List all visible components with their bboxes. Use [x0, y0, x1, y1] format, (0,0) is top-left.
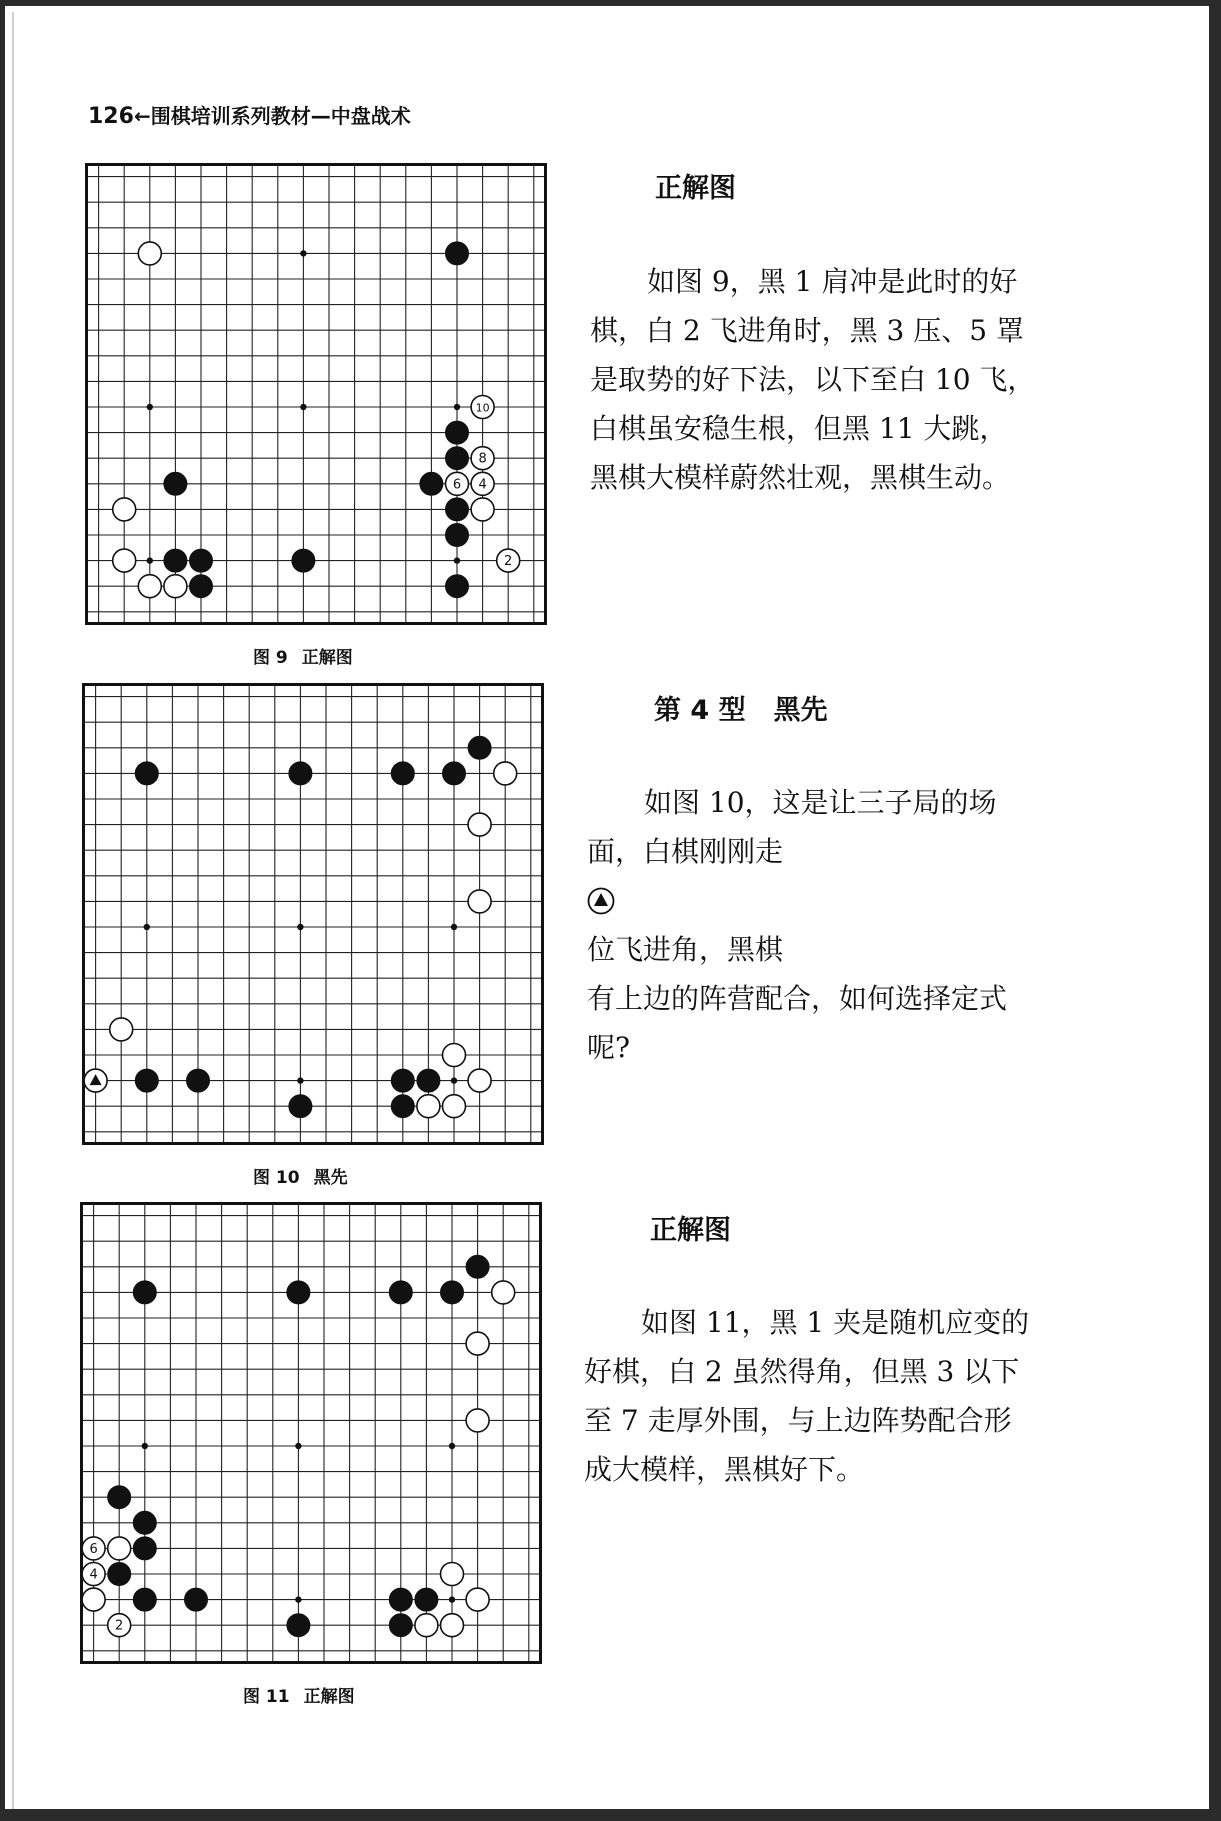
white-stone: [471, 396, 494, 419]
black-stone: [389, 1588, 412, 1611]
black-stone: [133, 1537, 156, 1560]
black-stone: [468, 736, 491, 759]
text-line: 如图 11，黑 1 夹是随机应变的: [641, 1306, 1030, 1339]
text-line: 白棋虽安稳生根，但黑 11 大跳，: [590, 412, 1008, 445]
page-number: 126: [88, 104, 134, 129]
white-stone: [113, 498, 136, 521]
black-stone: [417, 1069, 440, 1092]
text-line: 成大模样，黑棋好下。: [584, 1453, 865, 1486]
move-number: 2: [115, 1618, 124, 1634]
move-number: 10: [475, 401, 490, 415]
star-point: [142, 1443, 148, 1449]
star-point: [295, 1443, 301, 1449]
move-number: 6: [452, 477, 462, 493]
text-line: 是取势的好下法，以下至白 10 飞，: [590, 363, 1036, 396]
white-stone: [466, 1588, 489, 1611]
black-stone: [287, 1281, 310, 1304]
star-point: [297, 924, 303, 930]
black-stone: [446, 524, 469, 547]
figure-caption-9: [253, 643, 353, 668]
caption-number: 图 10: [253, 1168, 300, 1188]
star-point: [147, 404, 153, 410]
paragraph-figure-9: [590, 257, 1090, 502]
black-stone: [185, 1588, 208, 1611]
white-stone: [468, 813, 491, 836]
white-stone: [138, 242, 161, 265]
white-stone: [492, 1281, 515, 1304]
black-stone: [441, 1281, 464, 1304]
white-stone: [446, 472, 469, 495]
white-stone: [494, 762, 517, 785]
text-line: 有上边的阵营配合，如何选择定式: [587, 982, 1008, 1015]
move-number: 8: [478, 451, 487, 467]
black-stone: [446, 575, 469, 598]
star-point: [451, 1077, 457, 1083]
star-point: [449, 1596, 455, 1602]
book-title: 围棋培训系列教材—中盘战术: [150, 104, 411, 128]
black-stone: [164, 549, 187, 572]
text-line: 至 7 走厚外围，与上边阵势配合形: [584, 1404, 1012, 1437]
star-point: [295, 1596, 301, 1602]
board-diagram-11: [80, 1202, 542, 1664]
black-stone: [446, 447, 469, 470]
white-stone: [113, 549, 136, 572]
move-number: 4: [89, 1567, 98, 1583]
black-stone: [287, 1614, 310, 1637]
white-stone: [466, 1332, 489, 1355]
white-stone: [471, 498, 494, 521]
move-number: 4: [478, 477, 487, 493]
white-stone: [471, 447, 494, 470]
white-stone: [441, 1614, 464, 1637]
white-stone: [164, 575, 187, 598]
black-stone: [187, 1069, 210, 1092]
figure-caption-10: [253, 1163, 348, 1188]
text-line: 黑棋大模样蔚然壮观，黑棋生动。: [590, 461, 1011, 494]
text-line: 如图 10，这是让三子局的场: [644, 786, 997, 819]
white-stone: [82, 1588, 105, 1611]
text-line: 呢?: [587, 1031, 631, 1064]
go-board-figure-11: [80, 1202, 542, 1664]
scan-border-bottom: [0, 1809, 1221, 1821]
white-stone: [108, 1614, 131, 1637]
section-title-solution-11: 正解图: [650, 1215, 731, 1246]
scan-border-right: [1209, 0, 1221, 1821]
scan-border-left: [0, 0, 5, 1821]
section-title-solution-9: 正解图: [655, 173, 736, 204]
black-stone: [391, 762, 414, 785]
black-stone: [190, 575, 213, 598]
star-point: [454, 404, 460, 410]
white-stone: [471, 472, 494, 495]
white-stone: [441, 1563, 464, 1586]
type-label: 第 4 型: [654, 695, 746, 726]
star-point: [454, 557, 460, 563]
caption-number: 图 9: [253, 648, 288, 668]
figure-caption-11: [243, 1682, 355, 1707]
white-stone: [110, 1018, 133, 1041]
star-point: [300, 404, 306, 410]
black-stone: [133, 1511, 156, 1534]
black-stone: [389, 1614, 412, 1637]
section-title-type-4: [654, 688, 828, 727]
black-stone: [391, 1069, 414, 1092]
black-stone: [415, 1588, 438, 1611]
black-stone: [446, 498, 469, 521]
black-stone: [289, 1095, 312, 1118]
text-line: 棋，白 2 飞进角时，黑 3 压、5 罩: [590, 314, 1024, 347]
white-stone: [82, 1563, 105, 1586]
paragraph-figure-11: [584, 1298, 1084, 1494]
caption-number: 图 11: [243, 1687, 290, 1707]
black-stone: [466, 1255, 489, 1278]
star-point: [147, 557, 153, 563]
black-stone: [391, 1095, 414, 1118]
black-stone: [133, 1588, 156, 1611]
go-board-figure-9: [85, 163, 547, 625]
black-stone: [446, 421, 469, 444]
black-stone: [190, 549, 213, 572]
white-stone: [108, 1537, 131, 1560]
white-stone: [417, 1095, 440, 1118]
running-head: [88, 100, 411, 129]
white-stone: [443, 1044, 466, 1067]
star-point: [297, 1077, 303, 1083]
black-stone: [446, 242, 469, 265]
caption-name: 正解图: [303, 1687, 355, 1707]
move-number: 2: [504, 554, 513, 570]
black-stone: [135, 1069, 158, 1092]
black-stone: [289, 762, 312, 785]
scan-border-top: [0, 0, 1221, 6]
board-diagram-10: [82, 683, 544, 1145]
white-stone: [497, 549, 520, 572]
star-point: [449, 1443, 455, 1449]
black-stone: [108, 1486, 131, 1509]
white-stone: [415, 1614, 438, 1637]
black-stone: [164, 472, 187, 495]
white-stone: [84, 1069, 107, 1092]
text-line: 好棋，白 2 虽然得角，但黑 3 以下: [584, 1355, 1020, 1388]
black-stone: [133, 1281, 156, 1304]
paragraph-figure-10: [587, 778, 1087, 1072]
board-background: [85, 163, 547, 625]
caption-name: 正解图: [301, 648, 353, 668]
to-play-label: 黑先: [773, 695, 828, 726]
star-point: [451, 924, 457, 930]
board-diagram-9: [85, 163, 547, 625]
black-stone: [420, 472, 443, 495]
text-line: 面，白棋刚刚走 位飞进角，黑棋: [587, 835, 784, 966]
black-stone: [389, 1281, 412, 1304]
black-stone: [443, 762, 466, 785]
black-stone: [108, 1563, 131, 1586]
triangle-marked-stone-icon: [587, 887, 615, 915]
white-stone: [468, 1069, 491, 1092]
black-stone: [292, 549, 315, 572]
white-stone: [138, 575, 161, 598]
arrow-icon: ←: [133, 104, 151, 128]
white-stone: [466, 1409, 489, 1432]
text-line: 如图 9，黑 1 肩冲是此时的好: [647, 265, 1018, 298]
white-stone: [82, 1537, 105, 1560]
black-stone: [135, 762, 158, 785]
caption-name: 黑先: [313, 1168, 348, 1188]
white-stone: [468, 890, 491, 913]
page-edge-rule: [12, 12, 14, 1809]
star-point: [144, 924, 150, 930]
move-number: 6: [89, 1541, 98, 1557]
white-stone: [443, 1095, 466, 1118]
star-point: [300, 250, 306, 256]
go-board-figure-10: [82, 683, 544, 1145]
